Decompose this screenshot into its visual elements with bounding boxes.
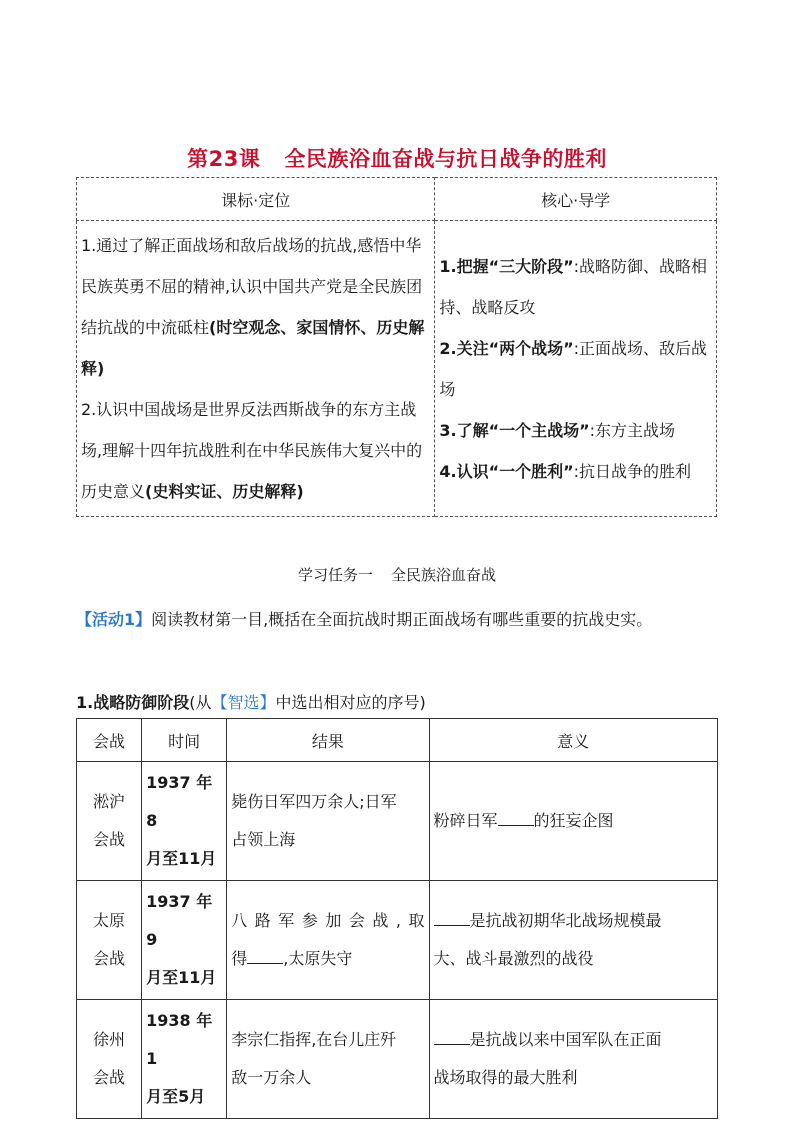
battle-meaning: 是抗战初期华北战场规模最 大、战斗最激烈的战役	[429, 881, 717, 1000]
table-row	[77, 881, 718, 1000]
curriculum-point-1: 1.通过了解正面战场和敌后战场的抗战,感悟中华民族英勇不屈的精神,认识中国共产党是全民族团结抗战的中流砥柱(时空观念、家国情怀、历史解释)	[81, 236, 425, 378]
col-header-time: 时间	[142, 719, 227, 762]
task-heading	[0, 564, 794, 585]
battles-table	[76, 718, 718, 1119]
stage-heading: 1.战略防御阶段(从【智选】中选出相对应的序号)	[76, 693, 426, 712]
lesson-number: 第23课	[187, 147, 261, 171]
battle-result: 毙伤日军四万余人;日军 占领上海	[227, 762, 429, 881]
header-curriculum: 课标·定位	[77, 178, 435, 221]
smart-select-tag: 【智选】	[211, 693, 276, 712]
battle-meaning: 粉碎日军 的狂妄企图	[429, 762, 717, 881]
task-label: 学习任务一	[297, 566, 373, 584]
answer-blank[interactable]	[434, 1028, 470, 1045]
activity-1	[76, 604, 717, 636]
table-row	[77, 1000, 718, 1119]
table-row	[77, 762, 718, 881]
battle-time: 1938 年1 月至5月	[142, 1000, 227, 1119]
battle-time: 1937 年8 月至11月	[142, 762, 227, 881]
guide-item: 4.认识“一个胜利”:抗日战争的胜利	[439, 461, 692, 481]
activity-text: 阅读教材第一目,概括在全面抗战时期正面战场有哪些重要的抗战史实。	[151, 610, 653, 629]
curriculum-point-2: 2.认识中国战场是世界反法西斯战争的东方主战场,理解十四年抗战胜利在中华民族伟大复兴中的历史意义(史料实证、历史解释)	[81, 400, 423, 501]
guide-item: 3.了解“一个主战场”:东方主战场	[439, 420, 676, 440]
battle-result: 李宗仁指挥,在台儿庄歼 敌一万余人	[227, 1000, 429, 1119]
battle-name: 徐州 会战	[77, 1000, 142, 1119]
battle-name: 太原 会战	[77, 881, 142, 1000]
lesson-name: 全民族浴血奋战与抗日战争的胜利	[284, 147, 607, 171]
guide-item: 2.关注“两个战场”:正面战场、敌后战场	[439, 338, 708, 399]
core-guide-content	[435, 221, 717, 517]
header-core-guide: 核心·导学	[435, 178, 717, 221]
guide-item: 1.把握“三大阶段”:战略防御、战略相持、战略反攻	[439, 256, 708, 317]
stage-title: 1.战略防御阶段	[76, 693, 190, 712]
activity-tag: 【活动1】	[76, 610, 152, 629]
battle-meaning: 是抗战以来中国军队在正面 战场取得的最大胜利	[429, 1000, 717, 1119]
col-header-battle: 会战	[77, 719, 142, 762]
curriculum-target-table	[76, 177, 717, 517]
answer-blank[interactable]	[247, 947, 283, 964]
table-header-row	[77, 719, 718, 762]
task-name: 全民族浴血奋战	[391, 566, 497, 584]
battle-time: 1937 年9 月至11月	[142, 881, 227, 1000]
answer-blank[interactable]	[498, 809, 534, 826]
col-header-result: 结果	[227, 719, 429, 762]
col-header-meaning: 意义	[429, 719, 717, 762]
curriculum-content	[77, 221, 435, 517]
battle-result: 八路军参加会战,取 得 ,太原失守	[227, 881, 429, 1000]
battle-name: 淞沪 会战	[77, 762, 142, 881]
answer-blank[interactable]	[434, 909, 470, 926]
page-title	[0, 143, 794, 173]
